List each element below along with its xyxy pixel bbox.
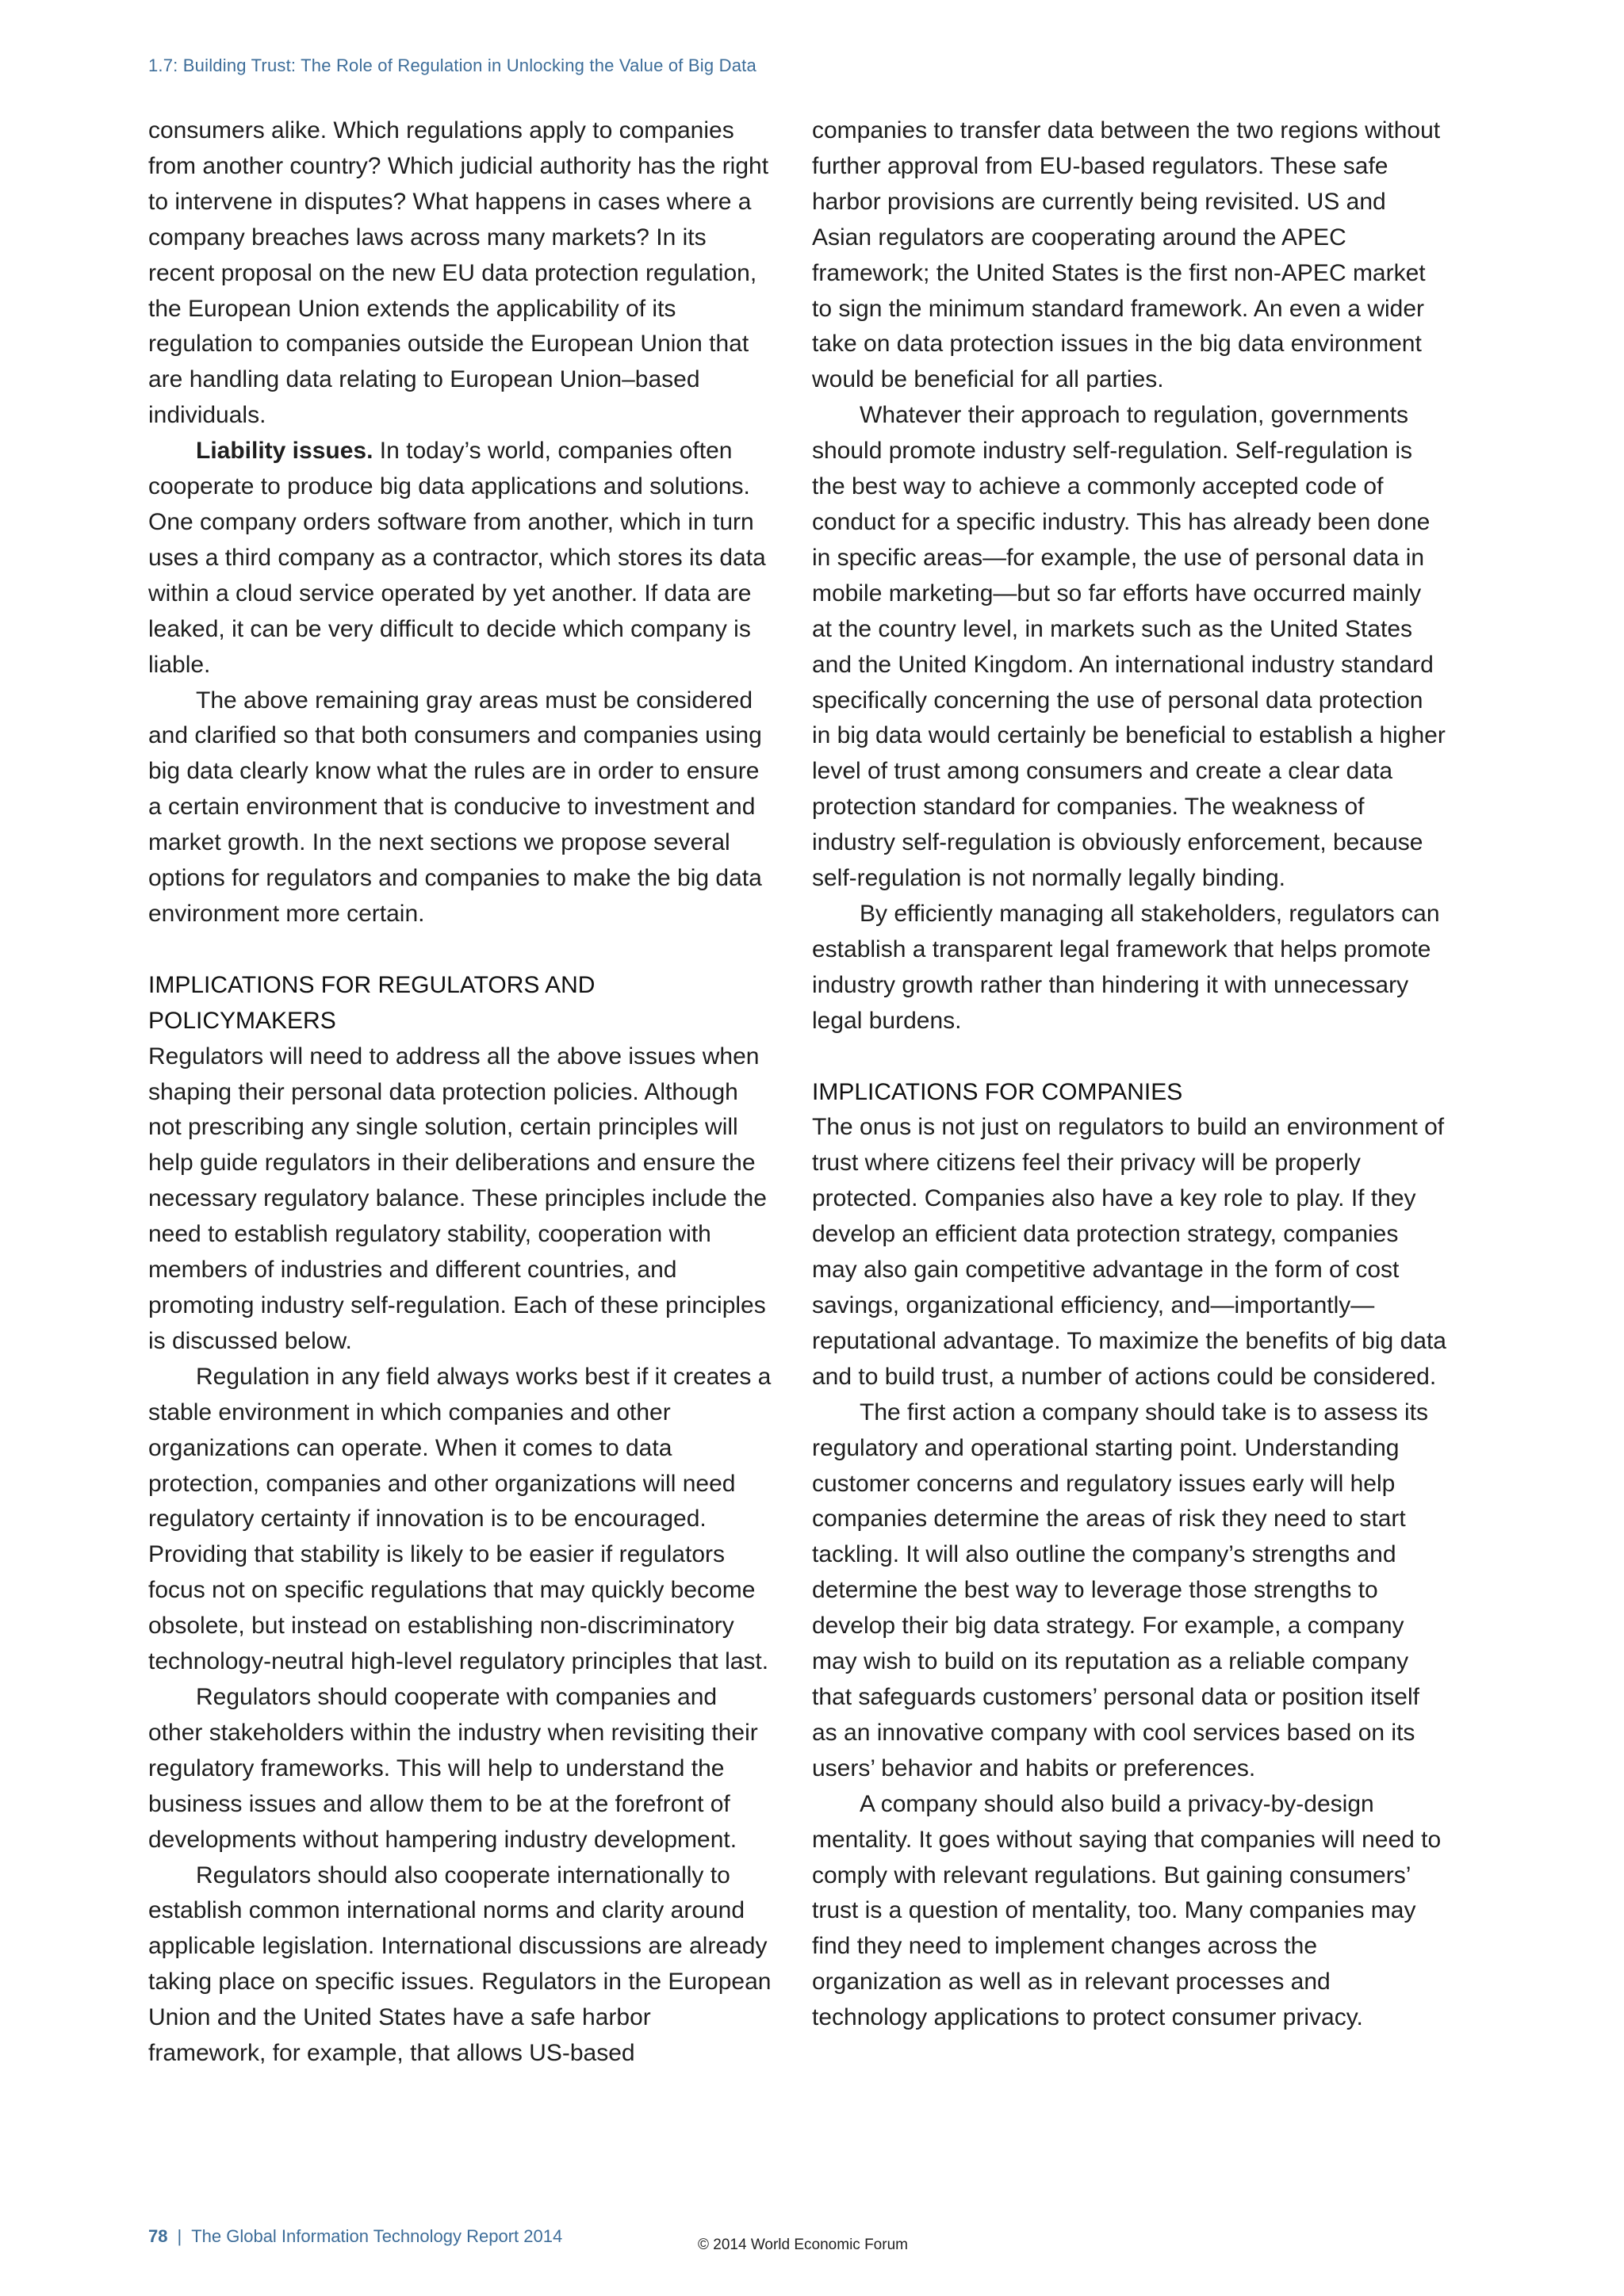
paragraph: Regulators will need to address all the above issues when shaping their personal data protection policies. Although not prescribing any single solution, certain principles will help guide regulators in their deliberations and ensure the necessary regulatory balance. These principles include the need to establish regulatory stability, cooperation with members of industries and different countries, and promoting industry self-regulation. Each of these principles is discussed below.: [148, 1043, 767, 1354]
paragraph: Regulators should also cooperate internationally to establish common international norms and clarity around applicable legislation. International discussions are already taking place on specific issues. Regulators in the European Union and the United States have a safe harbor framework, for example, that allows US-based: [148, 1862, 772, 2067]
spacer: [812, 1039, 1446, 1075]
spacer: [148, 932, 775, 968]
section-heading-companies: IMPLICATIONS FOR COMPANIES: [812, 1078, 1183, 1105]
running-head: 1.7: Building Trust: The Role of Regulation in Unlocking the Value of Big Data: [148, 55, 756, 75]
left-column: [148, 113, 775, 2072]
page-footer: [148, 2226, 562, 2247]
footer-separator: |: [177, 2226, 182, 2246]
run-in-heading: Liability issues.: [196, 438, 373, 465]
copyright-notice: © 2014 World Economic Forum: [698, 2237, 908, 2253]
paragraph: Regulators should cooperate with companies and other stakeholders within the industry when revisiting their regulatory frameworks. This will help to understand the business issues and allow them to be at the forefront of developments without hampering industry development.: [148, 1683, 758, 1853]
paragraph-text: In today’s world, companies often cooperate to produce big data applications and solutions. One company orders software from another, which in turn uses a third company as a contractor, which stores its data within a cloud service operated by yet another. If data are leaked, it can be very difficult to decide which company is liable.: [148, 438, 766, 678]
paragraph: By efficiently managing all stakeholders, regulators can establish a transparent legal framework that helps promote industry growth rather than hindering it with unnecessary legal burdens.: [812, 900, 1440, 1034]
paragraph: The first action a company should take is to assess its regulatory and operational starting point. Understanding customer concerns and regulatory issues early will help companies determine the areas of risk they need to start tackling. It will also outline the company’s strengths and determine the best way to leverage those strengths to develop their big data strategy. For example, a company may wish to build on its reputation as a reliable company that safeguards customers’ personal data or position itself as an innovative company with cool services based on its users’ behavior and habits or preferences.: [812, 1399, 1428, 1781]
section-heading-regulators: IMPLICATIONS FOR REGULATORS AND POLICYMAKERS: [148, 971, 596, 1034]
right-column: [812, 113, 1446, 2036]
paragraph: companies to transfer data between the two regions without further approval from EU-based regulators. These safe harbor provisions are currently being revisited. US and Asian regulators are cooperating around the APEC framework; the United States is the first non-APEC market to sign the minimum standard framework. An even a wider take on data protection issues in the big data environment would be beneficial for all parties.: [812, 117, 1441, 393]
page-number: 78: [148, 2226, 168, 2246]
report-title: The Global Information Technology Report 2014: [191, 2226, 563, 2246]
paragraph: Whatever their approach to regulation, governments should promote industry self-regulation. Self-regulation is the best way to achieve a commonly accepted code of conduct for a specific industry. This has already been done in specific areas—for example, the use of personal data in mobile marketing—but so far efforts have occurred mainly at the country level, in markets such as the United States and the United Kingdom. An international industry standard specifically concerning the use of personal data protection in big data would certainly be beneficial to establish a higher level of trust among consumers and create a clear data protection standard for companies. The weakness of industry self-regulation is obviously enforcement, because self-regulation is not normally legally binding.: [812, 402, 1446, 892]
paragraph-liability: [148, 434, 775, 683]
paragraph: The above remaining gray areas must be considered and clarified so that both consumers and companies using big data clearly know what the rules are in order to ensure a certain environment that is conducive to investment and market growth. In the next sections we propose several options for regulators and companies to make the big data environment more certain.: [148, 687, 762, 927]
paragraph: The onus is not just on regulators to build an environment of trust where citizens feel their privacy will be properly protected. Companies also have a key role to play. If they develop an efficient data protection strategy, companies may also gain competitive advantage in the form of cost savings, organizational efficiency, and—importantly—reputational advantage. To maximize the benefits of big data and to build trust, a number of actions could be considered.: [812, 1114, 1446, 1390]
paragraph: Regulation in any field always works best if it creates a stable environment in which companies and other organizations can operate. When it comes to data protection, companies and other organizations will need regulatory certainty if innovation is to be encouraged. Providing that stability is likely to be easier if regulators focus not on specific regulations that may quickly become obsolete, but instead on establishing non-discriminatory technology-neutral high-level regulatory principles that last.: [148, 1363, 772, 1675]
paragraph: A company should also build a privacy-by-design mentality. It goes without saying that companies will need to comply with relevant regulations. But gaining consumers’ trust is a question of mentality, too. Many companies may find they need to implement changes across the organization as well as in relevant processes and technology applications to protect consumer privacy.: [812, 1790, 1442, 2031]
paragraph: consumers alike. Which regulations apply to companies from another country? Which judicial authority has the right to intervene in disputes? What happens in cases where a company breaches laws across many markets? In its recent proposal on the new EU data protection regulation, the European Union extends the applicability of its regulation to companies outside the European Union that are handling data relating to European Union–based individuals.: [148, 117, 769, 429]
